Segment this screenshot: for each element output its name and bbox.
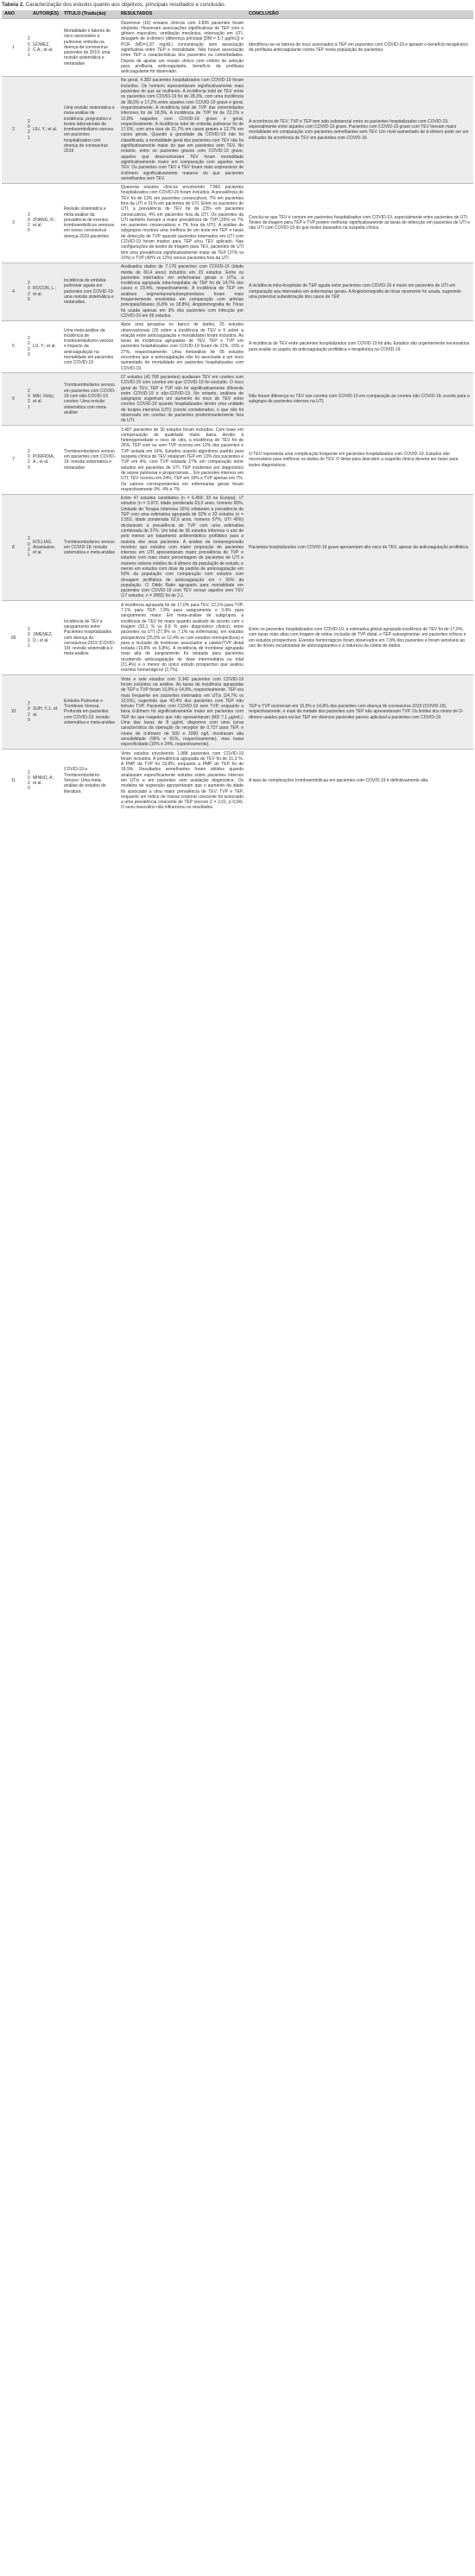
row-title: Mortalidade e fatores de risco associados à pulmonar embolia na doença de coronavírus pacientes de 2019: uma revisão sistemática e metanálise [61,19,118,77]
row-author: KOLLIAS, Anastasios; et al. [30,494,61,601]
row-conclusion: Conclui-se que TEV é comum em pacientes hospitalizados com COVID-19, especialmente entre pacientes de UTI. Testes de triagem para TEP e TVP podem melhorar significativamente as taxas de detecção em pacientes de UTI e não UTI com COVID-19 do que testes baseados na suspeita clínica. [246,183,473,263]
header-autores: AUTOR(ES) [30,10,61,19]
row-number: 11 [2,750,25,813]
table-row [2,750,473,813]
table-row [2,373,473,426]
header-titulo: TÍTULO (Tradução) [61,10,118,19]
row-year: 2021 [25,373,30,426]
table-row [2,76,473,183]
row-result: Dezenove (16) ensaios clínicos com 3.826 pacientes foram elegíveis. Houveram associações significativas de TEP com o gênero masculino, ventilação mecânica, internação em UTI, dosagem de d-dímero (diferença principal [DM = 5,7 µg/mL]) e PCR (MD=1,97 mg/dL) concentração sem associação significativa entre TEP e mortalidade. Não houve associação entre TEP e características dos pacientes ou comorbidades. Depois de ajustar um ensaio clínico com critério de seleção para profilaxia anticoagulante, benefício da profilaxia anticoagulante foi observado. [118,19,246,77]
header-resultados: RESULTADOS [118,10,246,19]
table-caption [0,0,475,10]
row-year: 2021 [25,19,30,77]
row-number: 09 [2,601,25,675]
row-year: 2020 [25,263,30,320]
caption-label: Tabela 2. [2,2,25,8]
row-result: No geral, 4.382 pacientes hospitalizados com COVID-19 foram incluídos. Os homens representaram significativamente mais pacientes do que as mulheres. A incidência total de TEV entre os pacientes com COVID-19 foi de 28,3%, com uma incidência de 38,0% e 17,2% entre aqueles com COVID-19 grave e geral, respectivamente. A incidência total de TVP das extremidades inferiores foi de 18,3%. A incidência de TVP foi de 22,1% e 12,8% naqueles com COVID-19 grave e geral, respectivamente. A incidência total de embolia pulmonar foi de 17,6%, com uma taxa de 21,7% em casos graves e 12,7% em casos gerais. Quando a gravidade da COVID-19 não foi classificada, a mortalidade geral dos pacientes com TEV não foi significativamente maior do que em pacientes sem TEV. No entanto, entre os pacientes graves com COVID-19 grave, aqueles que desenvolveram TEV foram mortalidade significativamente maior em comparação com aqueles sem TEV. Os pacientes com TEV e TEV foram mais expressivos de d-dímero significativamente maiores do que pacientes semelhantes sem TEV. [118,76,246,183]
row-author: MAI, Vicky; et al. [30,373,61,426]
row-number: 2 [2,76,25,183]
row-year: 2021 [25,601,30,675]
table-row [2,601,473,675]
row-title: Revisão sistemática e meta-análise da prevalência de eventos tromboembólicos venosos em novos coronavírus doença-2019 pacientes [61,183,118,263]
row-result: Quarenta estudos clínicos envolvendo 7.966 pacientes hospitalizados com COVID-19 foram incluídos. A prevalência de TEV foi de 13% em pacientes consecutivos, 7% em pacientes fora da UTI e 31% em pacientes de UTI. Entre os pacientes de UTI, a prevalência de TEV foi de 23% em pacientes consecutivos, 4% em pacientes fora da UTI. Os pacientes da UTI também tiveram a maior prevalência de TVP (25% vs 7% em pacientes conservativos e 7% fora da UTI). A análise de subgrupos mostrou uma melhora de um teste em TEP e taxas de detecção de TVP quando pacientes internados em UTI com COVID-19 foram triados para TEP e/ou TEV aplicado. Nas configurações de testes de triagem para TEV, pacientes de UTI têm uma prevalência significativamente maior de TEP (37% vs 10%) e TVP (40% vs 12%) versus pacientes fora da UTI. [118,183,246,263]
row-year: 2020 [25,675,30,750]
row-title: Uma meta-análise da incidência de tromboembolismo venoso e impacto da anticoagulação na mortalidade em pacientes com COVID-19 [61,320,118,373]
row-conclusion: A incidência intra-hospitalar de TEP aguda entre pacientes com COVID-19 é maior em pacientes de UTI em comparação aos internados em enfermarias gerais. A Angiotomografia de tórax raramente foi usada, sugerindo uma potencial subestimação dos casos de TEP. [246,263,473,320]
row-title: COVID-19 e Tromboembolismo Venoso: Uma meta-análise de estudos de literatura [61,750,118,813]
table-header-row [2,10,473,19]
row-conclusion: TEP e TVP ocorreram em 16,5% e 14,8% dos pacientes com doença do coronavírus 2019 (COVID-19), respectivamente, e mais da metade dos pacientes com TEP não apresentavam TVP. Os limites dos níveis de D-dímero usados para excluir TEP em diversos pacientes parece aplicável a pacientes com COVID-19. [246,675,473,750]
row-conclusion: Entre os pacientes hospitalizados com COVID-19, a estimativa global agrupada incidência de TEV foi de 17,0%, com taxas mais altas com triagem de rotina, inclusão de TVP distal, e TEP subsegmentar, em pacientes críticos e em estudos prospectivos. Eventos hemorrágicos foram observados em 7,8% dos pacientes e foram sensíveis ao uso de doses escalonadas de anticoagulantes e à natureza da coleta de dados. [246,601,473,675]
row-author: LU, Y.; et al. [30,320,61,373]
row-year: 2020 [25,750,30,813]
row-title: Incidência de embolia pulmonar aguda em pacientes com COVID-19: uma revisão sistemática e metanálise. [61,263,118,320]
row-author: MINNO, A.; et al. [30,750,61,813]
row-year: 2021 [25,494,30,601]
row-author: ZHANG, R.; et al. [30,183,61,263]
table-row [2,19,473,77]
table-row [2,675,473,750]
row-conclusion: O TEV representa uma complicação frequente em pacientes hospitalizados com COVID-19. Estudos são necessários para melhorar os dados do TEV. O limiar para descobrir a suspeita clínica deveria ser baixo para testes diagnósticos. [246,426,473,495]
row-title: Tromboembolismo venoso em pacientes com COVID-19 com não-COVID-19 coortes: Uma revisão sistemática com meta-análise [61,373,118,426]
row-title: Incidência de TEV e sangramento entre Pacientes hospitalizados com doença do coronavírus-2019 (COVID-19): revisão sistemática e meta-análise [61,601,118,675]
row-result: 3.487 pacientes de 30 estudos foram incluídos. Com base em compensação de qualidade muito baixa devido à heterogeneidade e risco de viés, a incidência de TEV foi de 26%, TEP com ou sem TVP ocorreu em 12% dos pacientes e TVP isolada em 14%. Estudos usando algoritmos padrão para suspeita clínica de TEV relataram TEP em 13% dos pacientes e TVP em 4%, com TVP relatada 27% em comparação entre estudos em pacientes de UTI. TEP incidentes por diagnóstico de sepse pulmonar e proporcionais... Em pacientes internos em UTI, TEV ocorreu em 24%, TEP em 19% e TVP apenas em 7%. Os valores correspondentes em enfermarias gerais foram respectivamente 9%, 4% e 7%. [118,426,246,495]
row-number: 1 [2,19,25,77]
row-author: GOMEZ, C.A.; et al. [30,19,61,77]
studies-table [2,10,473,812]
row-result: Analisados dados de 7.178 pacientes com COVID-19 (idade média de 60,4 anos) incluídos em 23 estudos. Entre os pacientes internados em enfermarias gerais e UTIs, a incidência agrupada intra-hospitalar de TEP foi de 14,7% dos casos e 23,4%, respectivamente. A incidência de TEP em análises segmentares/subsegmentares foram mais frequentemente envolvidas em comparação com artérias principais/lobares (6,8% vs 18,8%). Angiotomografia de Tórax foi usada apenas em 3% dos pacientes com infecção por COVID-19 em 06 estudos. [118,263,246,320]
row-number: 7 [2,426,25,495]
header-conclusao: CONCLUSÃO [246,10,473,19]
row-number: 5 [2,320,25,373]
row-year: 2020 [25,426,30,495]
row-result: Vinte e sete estudos com 3.342 pacientes com COVID-19 foram incluídos na análise. As taxas de incidência agrupadas de TEP e TVP foram 16,5% e 14,8%, respectivamente. TEP era mais frequente em pacientes internados em UTIs (24,7% vs 10,5%), sugerindo que 42,4% dos pacientes com TEP não tinham TVP. Pacientes com COVID-19 sem TVP, enquanto a faixa d-dímero foi significativamente maior em pacientes com TEP do que naqueles que não apresentaram (MD 7,1 µg/mL). Uma das taxas de 8 µg/mL dispomos com uma curva característica da operação do receptor de 0,737 para TEP, e níveis de d-dímero de 500 e 1000 ng/L mostraram alta sensibilidade (96% e 91%, respectivamente), mas baixa especificidade (10% e 24%, respectivamente). [118,675,246,750]
row-result: Vinte estudos envolvendo 1.988 pacientes com COVID-19 foram incluídos. A prevalência agrupada de TEV foi de 31,3 %. A PMP da TVP foi 19,8%, enquanto a PMP do TEP foi de 18,9%. Resultados semelhantes foram obtidos quando analisaram especificamente estudos sobre pacientes internos em UTIs e em pacientes sem avaliação diagnóstica. Os modelos de regressão apresentaram que o aumento da idade foi associado a uma maior prevalência de TEV, TVP e TEP, enquanto um índice de massa corporal crescente foi associado a uma prevalência crescente de TEP (escore Z = 2,01, p 0,04). O sexo masculino não influenciou os resultados. [118,750,246,813]
row-conclusion: A taxa de complicações tromboembólicas em pacientes com COVID-19 é definitivamente alta. [246,750,473,813]
row-author: PORFÍDIA, A.; et al. [30,426,61,495]
row-conclusion: A ocorrência de TEV, TVP e TEP tem sido substancial entre os pacientes hospitalizados com COVID-19, especialmente entre aqueles com COVID-19 grave. Pacientes com COVID-19 grave com TEV tiveram maior mortalidade em comparação com pacientes semelhantes sem TEV. Um nível aumentado de d-dímero pode ser um indicador da ocorrência de TEV em pacientes com COVID-19. [246,76,473,183]
row-year: 2021 [25,76,30,183]
table-row [2,426,473,495]
row-result: A incidência agrupada foi de 17,0% para TEV, 12,1% para TVP, 7,1% para TEP, 7,8% para sangramento e 3,9% para sangramento maior. Em meta-análise de subgrupos, a incidência de TEV foi maior quando avaliado de acordo com o triagem (33,1 % vs 9,8 % pelo diagnóstico clínico), entre pacientes na UTI (27,9% vs 7,1% na enfermaria), em estudos prospectivos (25,5% vs 12,4% vs com estudos retrospectivos) e para a inclusão de trombose associados a cateter/TVP distal isolada (19,6% vs 6,8%). A incidência de trombose agrupada mais alta de sangramento foi relatada para pacientes recebendo anticoagulação de dose intermediária ou total (21,4%) e o menor do único estudo prospectivo que avaliou eventos hemorrágicos (2,7%). [118,601,246,675]
row-result: Após uma pesquisa no banco de dados, 25 estudos observacionais (20 sobre a incidência de TEV e 5 sobre a relação entre anticoagulação e mortalidade) foram incluídos. As taxas de incidência agrupadas de TEV, TEP e TVP em pacientes hospitalizados com COVID-19 foram de 21%, 15% e 27%, respectivamente. Uma metanálise de 05 estudos encontrou que a anticoagulação não foi associada a um risco aumentado de mortalidade em pacientes hospitalizados com COVID-19. [118,320,246,373]
row-title: Uma revisão sistemática e meta-análise de incidência, prognóstico e testes laboratoriais de tromboembolismo venoso em pacientes hospitalizados com doença de coronavírus 2019 [61,76,118,183]
row-author: LIU, Y.; et al. [30,76,61,183]
table-row [2,183,473,263]
row-number: 10 [2,675,25,750]
row-title: Tromboembolismo venoso em pacientes com COVID-19: revisão sistemática e metanálise [61,426,118,495]
row-author: ROCON, L.; et al. [30,263,61,320]
row-number: 4 [2,263,25,320]
row-year: 2020 [25,320,30,373]
table-row [2,320,473,373]
header-ano: ANO [2,10,30,19]
row-author: SUH, Y.J.; et al. [30,675,61,750]
row-number: 6 [2,373,25,426]
row-title: Embolia Pulmonar e Trombose Venosa Profunda em pacientes com COVID-19: revisão sistemática e meta-análise [61,675,118,750]
row-result: 07 estudos (41.768 pacientes) avaliaram TEV em coortes com COVID-19 com coortes em que COVID-19 foi excluído. O risco geral de TEV, TEP e TVP não foi significativamente diferente entre COVID-19 e não-COVID-19. No entanto, análises de subgrupos sugeriram um aumento do risco de TEV entre coortes COVID-19 quando hospitalizados dentro uma unidade de terapia intensiva (UTI) (coorte considerados, o que não foi observado em coortes de pacientes predominantemente fora da UTI. [118,373,246,426]
row-title: Tromboembolismo venoso em COVID-19: revisão sistemática e meta-análise [61,494,118,601]
row-result: Entre 47 estudos candidatos (n = 6.459; 33 na Europa), 17 estudos (n = 3.973; idade ponderada 63,0 anos, homens 60%, Unidade de Terapia Intensiva 16%) relataram a prevalência de TEP com uma estimativa agrupada de 32% e 32 estudos (n = 2.552; idade ponderada 62,6 anos, homens 57%, UTI 49%) declararam a prevalência de TVP com uma estimativa combinada de 27%. Um total de 36 estudos informou o uso de pelo menos um tratamento antitrombótico profilático para a maioria dos seus pacientes. A análise de metarregressão mostrou que estudos com maior proporção de pacientes internos em UTI apresentaram maior prevalência de TVP e estudos com mais maior porcentagem de pacientes de UTI e maiores valores médios de d-dímero da população de estudo, e menor em estudos com dose de padrão de anticoagulação em 50% da população com comparação com estudos com dosagem profilática de anticoagulação em < 50% da população. O Odds Ratio agrupado para mortalidade em pacientes com COVID-19 com TEV versus aqueles sem TEV (17 estudos, n = 2882) foi de 2,1. [118,494,246,601]
table-body [2,19,473,813]
row-number: 3 [2,183,25,263]
row-conclusion: Identificou-se os fatores de risco associados à TEP em pacientes com COVID-19 e apoiam o benefício terapêutico da profilaxia anticoagulante contra TEP nesta população de pacientes. [246,19,473,77]
row-number: 8 [2,494,25,601]
row-conclusion: Não houve diferença no TEV nas coortes com COVID-19 em comparação às coortes não COVID-19, exceto para o subgrupo de pacientes internos na UTI. [246,373,473,426]
row-conclusion: A incidência de TEV entre pacientes hospitalizados com COVID-19 foi alta. Estudos são urgentemente necessários para avaliar os papéis da anticoagulação profilática e terapêutica na COVID-19. [246,320,473,373]
table-row [2,263,473,320]
row-author: JIMÉNEZ, D.; et al. [30,601,61,675]
row-year: 2020 [25,183,30,263]
caption-text: Caracterização dos estudos quanto aos objetivos, principais resultados e conclusão. [25,2,226,8]
table-row [2,494,473,601]
row-conclusion: Pacientes hospitalizados com COVID-19 grave apresentam alto risco de TEV, apesar da anticoagulação profilática. [246,494,473,601]
